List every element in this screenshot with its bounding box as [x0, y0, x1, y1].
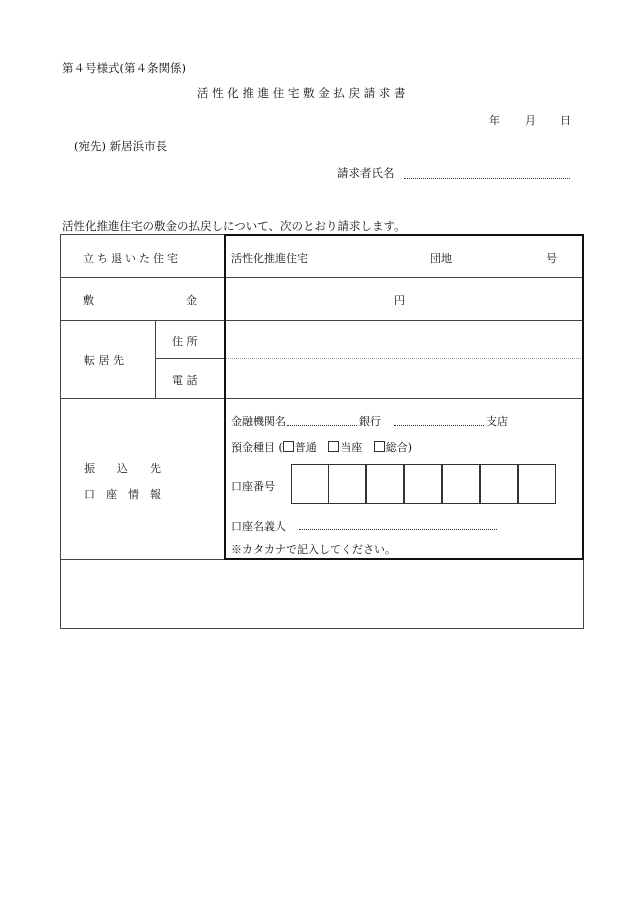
vacated-housing-danchi[interactable]: 団地	[430, 252, 452, 265]
account-number-label: 口座番号	[231, 480, 275, 493]
katakana-note: ※カタカナで記入してください。	[231, 543, 396, 556]
vacated-housing-go[interactable]: 号	[546, 252, 557, 265]
phone-field[interactable]	[228, 361, 580, 395]
address-field[interactable]	[228, 322, 580, 356]
bank-label: 銀行	[359, 415, 381, 428]
requester-name-field[interactable]	[404, 178, 570, 179]
requester-name-label: 請求者氏名	[337, 166, 395, 180]
account-digit-box[interactable]	[291, 464, 329, 504]
account-type-general: 総合)	[385, 441, 413, 454]
remarks-area[interactable]	[62, 561, 582, 627]
checkbox-general[interactable]	[374, 441, 385, 452]
addressee: (宛先) 新居浜市長	[74, 139, 168, 153]
deposit-label-1: 敷	[83, 294, 94, 307]
account-holder-field[interactable]	[299, 529, 497, 530]
phone-label: 電 話	[172, 374, 198, 387]
intro-text: 活性化推進住宅の敷金の払戻しについて、次のとおり請求します。	[62, 219, 406, 233]
account-type-label: 預金種目 (	[231, 441, 283, 454]
date-day: 日	[560, 114, 571, 127]
vacated-housing-label: 立ち退いた住宅	[83, 252, 181, 265]
bank-name-field[interactable]	[287, 425, 357, 426]
account-type-current: 当座	[340, 441, 363, 454]
bank-name-label: 金融機関名	[231, 415, 286, 428]
col-divider	[155, 320, 156, 398]
moving-destination-label: 転 居 先	[84, 354, 124, 367]
date-year: 年	[489, 114, 500, 127]
address-label: 住 所	[172, 335, 198, 348]
account-digit-box[interactable]	[480, 464, 518, 504]
page-title: 活 性 化 推 進 住 宅 敷 金 払 戻 請 求 書	[197, 86, 406, 100]
deposit-unit[interactable]: 円	[394, 294, 405, 307]
account-holder-label: 口座名義人	[231, 520, 286, 533]
form-number: 第４号様式(第４条関係)	[62, 61, 186, 75]
checkbox-current[interactable]	[328, 441, 339, 452]
account-digit-box[interactable]	[518, 464, 556, 504]
account-digit-box[interactable]	[328, 464, 366, 504]
vacated-housing-prefix: 活性化推進住宅	[231, 252, 308, 265]
account-type-row	[231, 439, 412, 455]
branch-field[interactable]	[394, 425, 484, 426]
account-type-ordinary: 普通	[294, 441, 317, 454]
account-info-label: 口 座 情 報	[84, 488, 161, 501]
date-month: 月	[525, 114, 536, 127]
transfer-label: 振 込 先	[84, 462, 161, 475]
sub-divider	[155, 358, 225, 359]
account-digit-box[interactable]	[442, 464, 480, 504]
input-area-frame	[224, 234, 584, 560]
checkbox-ordinary[interactable]	[283, 441, 294, 452]
branch-label: 支店	[486, 415, 508, 428]
account-digit-box[interactable]	[366, 464, 404, 504]
deposit-label-2: 金	[186, 294, 197, 307]
account-digit-box[interactable]	[404, 464, 442, 504]
